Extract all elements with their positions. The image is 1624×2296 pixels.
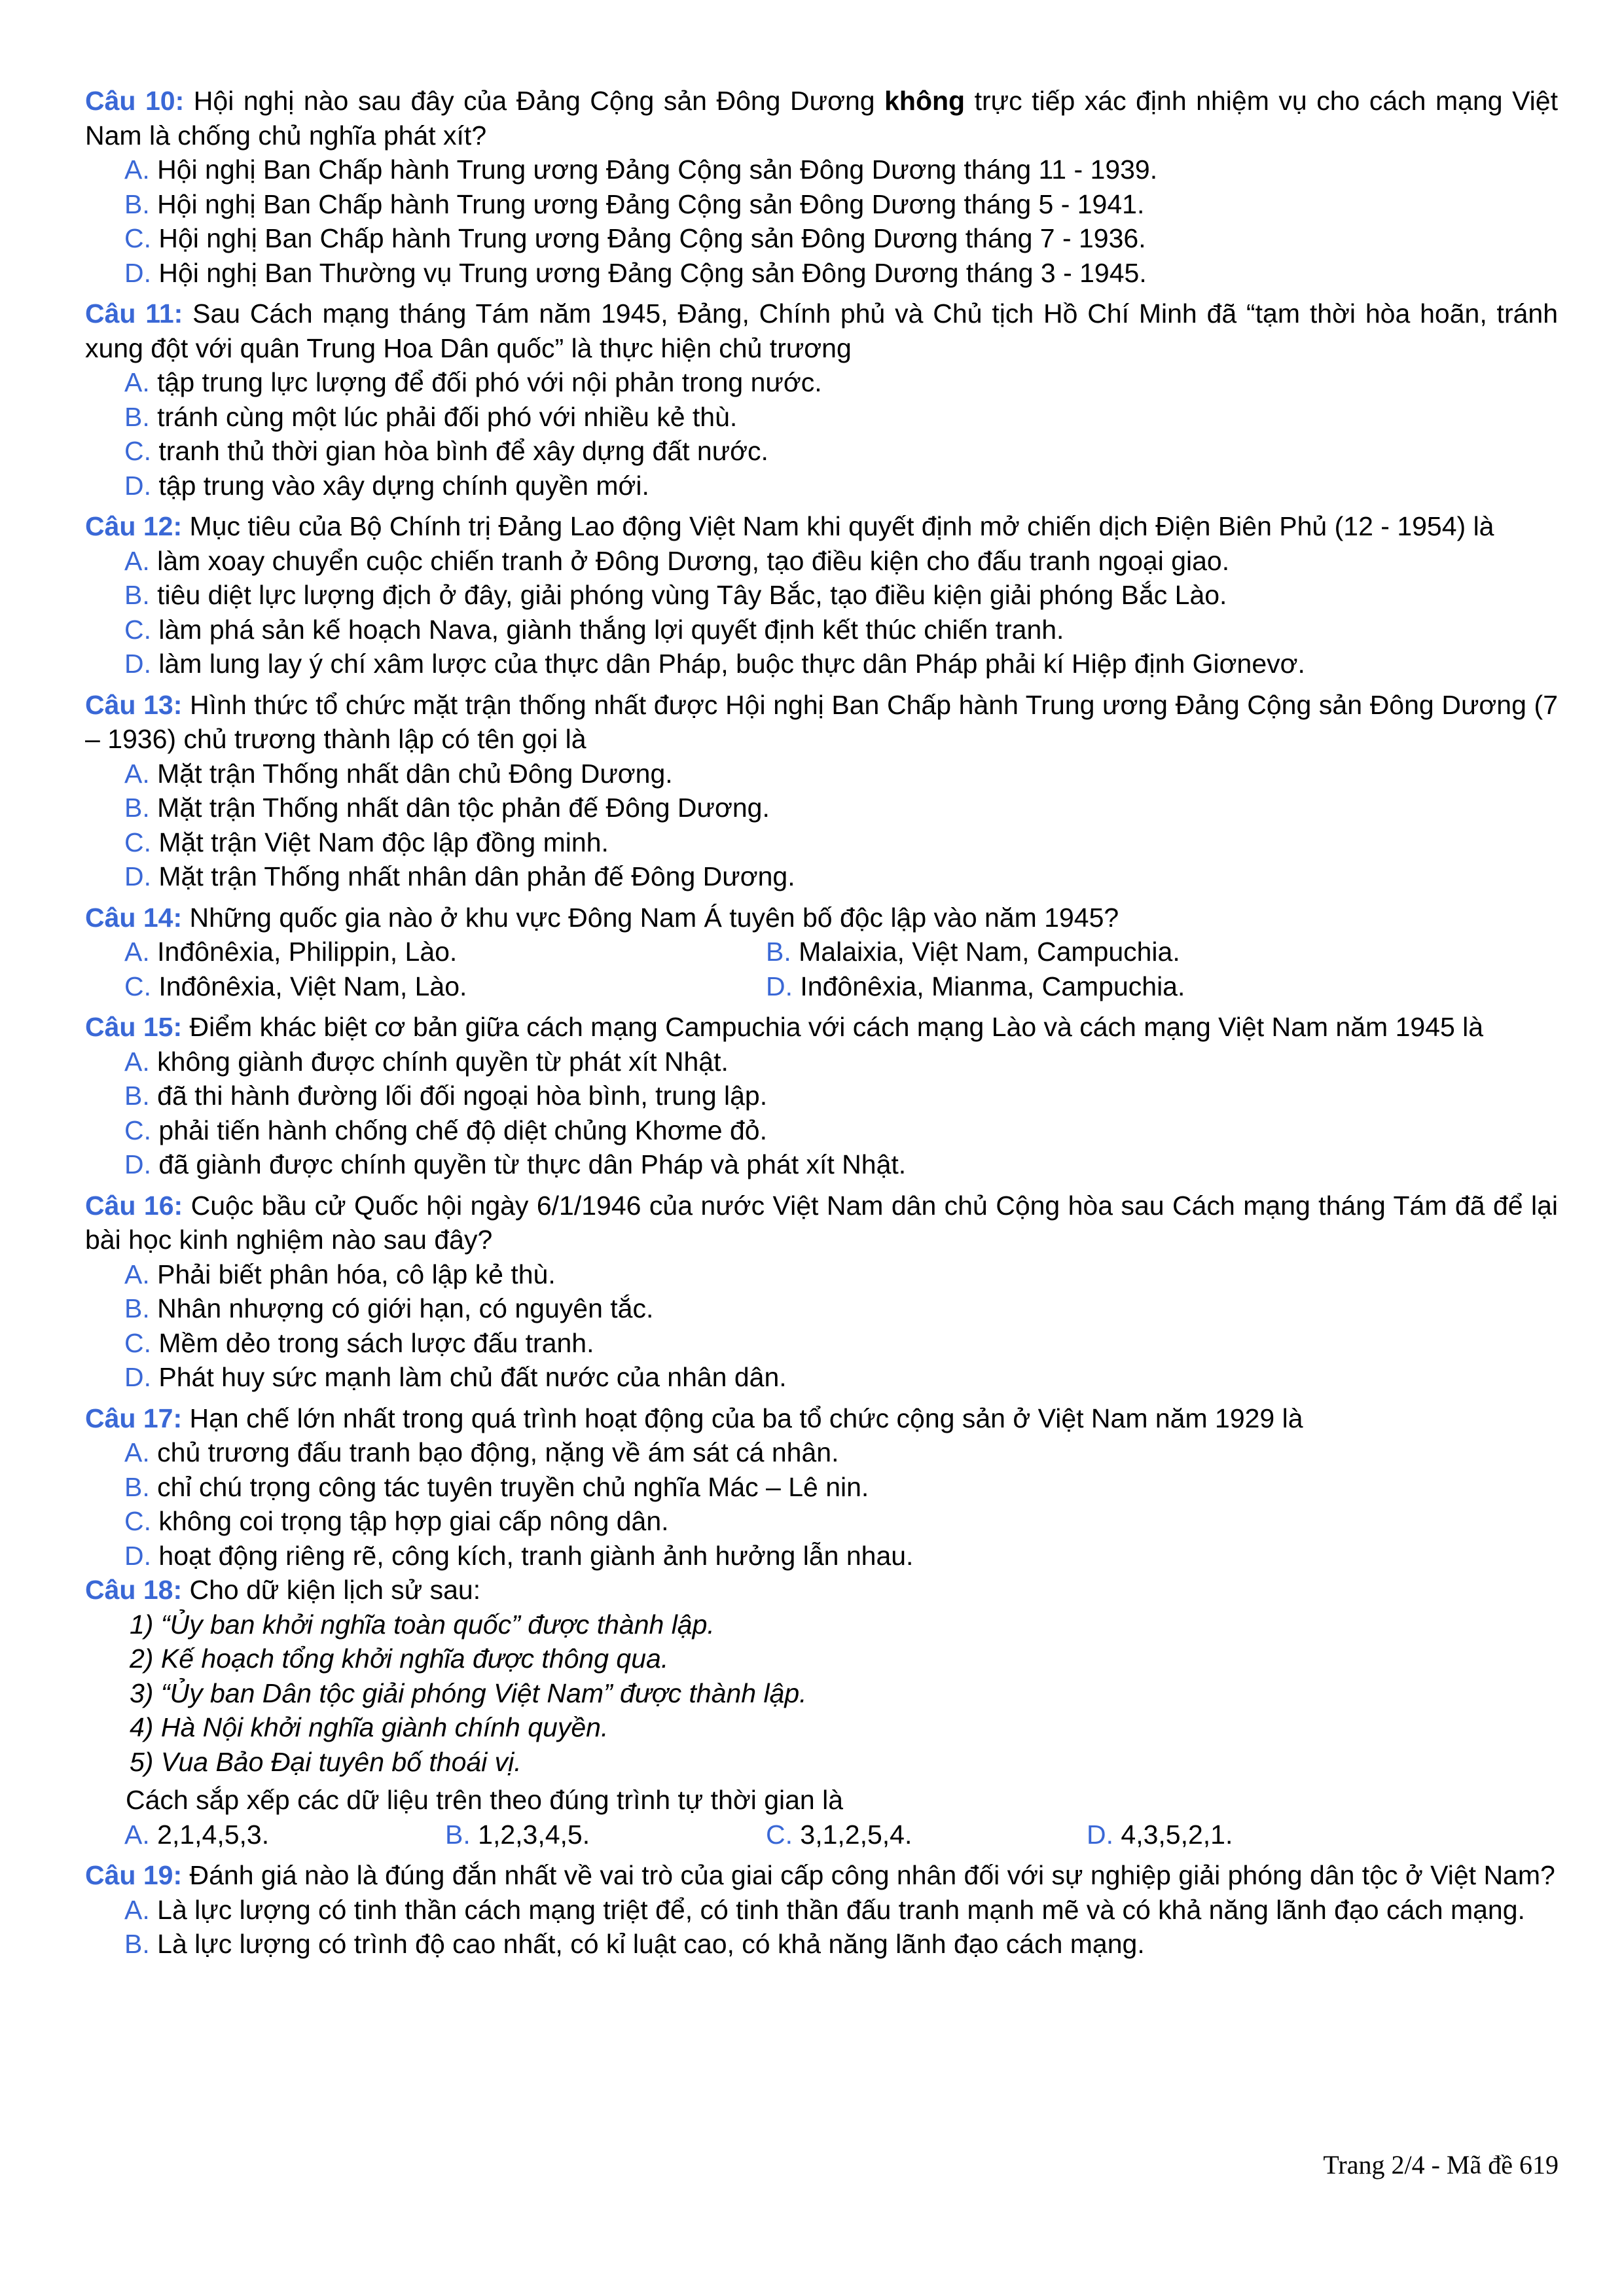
question-stem: Câu 17: Hạn chế lớn nhất trong quá trình hoạt động của ba tổ chức cộng sản ở Việt Nam năm 1929 là [85, 1403, 1303, 1433]
question-14 [85, 901, 1558, 1004]
page-footer: Trang 2/4 - Mã đề 619 [1323, 2150, 1559, 2179]
option-d: D. Phát huy sức mạnh làm chủ đất nước của nhân dân. [124, 1362, 787, 1392]
option-d: D. Mặt trận Thống nhất nhân dân phản đế Đông Dương. [124, 861, 795, 891]
question-stem: Câu 10: Hội nghị nào sau đây của Đảng Cộng sản Đông Dương không trực tiếp xác định nhiệm vụ cho cách mạng Việt Nam là chống chủ nghĩa phát xít? [85, 86, 1558, 151]
event-item: 4) Hà Nội khởi nghĩa giành chính quyền. [130, 1712, 609, 1742]
option-b: B. Nhân nhượng có giới hạn, có nguyên tắc. [124, 1293, 654, 1323]
question-12 [85, 509, 1558, 681]
option-d: D. tập trung vào xây dựng chính quyền mới. [124, 470, 649, 501]
option-c: C. Mặt trận Việt Nam độc lập đồng minh. [124, 827, 609, 857]
question-16 [85, 1189, 1558, 1395]
question-19 [85, 1858, 1558, 1962]
question-number: Câu 15: [85, 1012, 183, 1042]
question-number: Câu 18: [85, 1575, 183, 1605]
option-d: D. đã giành được chính quyền từ thực dân Pháp và phát xít Nhật. [124, 1149, 907, 1179]
question-list [85, 84, 1558, 1962]
question-18 [85, 1573, 1558, 1852]
option-a: A. 2,1,4,5,3. [124, 1819, 270, 1850]
option-d: D. Inđônêxia, Mianma, Campuchia. [766, 971, 1185, 1001]
emphasis-text: không [884, 86, 965, 116]
option-b: B. chỉ chú trọng công tác tuyên truyền chủ nghĩa Mác – Lê nin. [124, 1471, 869, 1502]
question-15 [85, 1010, 1558, 1182]
event-item: 1) “Ủy ban khởi nghĩa toàn quốc” được thành lập. [130, 1609, 715, 1640]
option-c: C. Hội nghị Ban Chấp hành Trung ương Đảng Cộng sản Đông Dương tháng 7 - 1936. [124, 223, 1146, 253]
option-b: B. đã thi hành đường lối đối ngoại hòa bình, trung lập. [124, 1081, 768, 1111]
option-row [85, 969, 1558, 1004]
question-instruction: Cách sắp xếp các dữ liệu trên theo đúng trình tự thời gian là [126, 1785, 844, 1815]
option-b: B. Malaixia, Việt Nam, Campuchia. [766, 937, 1180, 967]
option-c: C. không coi trọng tập hợp giai cấp nông dân. [124, 1506, 669, 1536]
question-stem: Câu 16: Cuộc bầu cử Quốc hội ngày 6/1/1946 của nước Việt Nam dân chủ Cộng hòa sau Cách mạng tháng Tám đã để lại bài học kinh nghiệm nào sau đây? [85, 1190, 1559, 1255]
question-stem: Câu 14: Những quốc gia nào ở khu vực Đông Nam Á tuyên bố độc lập vào năm 1945? [85, 902, 1119, 933]
option-row [85, 1818, 1558, 1852]
option-a: A. Hội nghị Ban Chấp hành Trung ương Đảng Cộng sản Đông Dương tháng 11 - 1939. [124, 154, 1158, 185]
option-c: C. làm phá sản kế hoạch Nava, giành thắng lợi quyết định kết thúc chiến tranh. [124, 614, 1064, 645]
question-number: Câu 10: [85, 86, 185, 116]
event-item: 3) “Ủy ban Dân tộc giải phóng Việt Nam” được thành lập. [130, 1677, 807, 1708]
question-stem: Câu 13: Hình thức tổ chức mặt trận thống nhất được Hội nghị Ban Chấp hành Trung ương Đảng Cộng sản Đông Dương (7 – 1936) chủ trương thành lập có tên gọi là [85, 689, 1559, 754]
question-13 [85, 688, 1558, 894]
option-c: C. phải tiến hành chống chế độ diệt chủng Khơme đỏ. [124, 1115, 767, 1145]
event-item: 5) Vua Bảo Đại tuyên bố thoái vị. [130, 1746, 522, 1777]
option-a: A. làm xoay chuyển cuộc chiến tranh ở Đông Dương, tạo điều kiện cho đấu tranh ngoại giao. [124, 545, 1230, 576]
option-b: B. tránh cùng một lúc phải đối phó với nhiều kẻ thù. [124, 401, 738, 432]
question-17 [85, 1401, 1558, 1573]
option-b: B. Hội nghị Ban Chấp hành Trung ương Đảng Cộng sản Đông Dương tháng 5 - 1941. [124, 188, 1145, 219]
question-number: Câu 12: [85, 511, 183, 541]
option-row [85, 935, 1558, 969]
question-stem: Câu 19: Đánh giá nào là đúng đắn nhất về vai trò của giai cấp công nhân đối với sự nghiệp giải phóng dân tộc ở Việt Nam? [85, 1860, 1555, 1890]
event-item: 2) Kế hoạch tổng khởi nghĩa được thông qua. [130, 1643, 669, 1674]
option-a: A. tập trung lực lượng để đối phó với nội phản trong nước. [124, 367, 822, 397]
question-stem: Câu 18: Cho dữ kiện lịch sử sau: [85, 1575, 481, 1605]
option-d: D. làm lung lay ý chí xâm lược của thực dân Pháp, buộc thực dân Pháp phải kí Hiệp định Giơnevơ. [124, 649, 1305, 679]
question-11 [85, 296, 1558, 503]
option-b: B. Mặt trận Thống nhất dân tộc phản đế Đông Dương. [124, 793, 770, 823]
option-a: A. Phải biết phân hóa, cô lập kẻ thù. [124, 1259, 556, 1289]
question-number: Câu 11: [85, 298, 183, 329]
option-b: B. Là lực lượng có trình độ cao nhất, có kỉ luật cao, có khả năng lãnh đạo cách mạng. [124, 1929, 1145, 1959]
option-d: D. hoạt động riêng rẽ, công kích, tranh giành ảnh hưởng lẫn nhau. [124, 1540, 914, 1571]
question-number: Câu 16: [85, 1190, 183, 1221]
option-c: C. Inđônêxia, Việt Nam, Lào. [124, 971, 467, 1001]
option-c: C. Mềm dẻo trong sách lược đấu tranh. [124, 1327, 594, 1358]
option-a: A. chủ trương đấu tranh bạo động, nặng về ám sát cá nhân. [124, 1437, 839, 1467]
question-number: Câu 19: [85, 1860, 183, 1890]
question-stem: Câu 12: Mục tiêu của Bộ Chính trị Đảng Lao động Việt Nam khi quyết định mở chiến dịch Điện Biên Phủ (12 - 1954) là [85, 511, 1494, 541]
question-number: Câu 17: [85, 1403, 183, 1433]
option-a: A. Là lực lượng có tinh thần cách mạng triệt để, có tinh thần đấu tranh mạnh mẽ và có khả năng lãnh đạo cách mạng. [124, 1894, 1525, 1925]
question-10 [85, 84, 1558, 290]
question-stem: Câu 15: Điểm khác biệt cơ bản giữa cách mạng Campuchia với cách mạng Lào và cách mạng Việt Nam năm 1945 là [85, 1012, 1484, 1042]
option-a: A. Inđônêxia, Philippin, Lào. [124, 937, 458, 967]
option-c: C. 3,1,2,5,4. [766, 1819, 912, 1850]
option-b: B. tiêu diệt lực lượng địch ở đây, giải phóng vùng Tây Bắc, tạo điều kiện giải phóng Bắc Lào. [124, 580, 1227, 610]
option-d: D. Hội nghị Ban Thường vụ Trung ương Đảng Cộng sản Đông Dương tháng 3 - 1945. [124, 257, 1147, 288]
question-stem: Câu 11: Sau Cách mạng tháng Tám năm 1945, Đảng, Chính phủ và Chủ tịch Hồ Chí Minh đã “tạm thời hòa hoãn, tránh xung đột với quân Trung Hoa Dân quốc” là thực hiện chủ trương [85, 298, 1559, 363]
option-d: D. 4,3,5,2,1. [1087, 1819, 1233, 1850]
question-number: Câu 14: [85, 902, 183, 933]
option-b: B. 1,2,3,4,5. [445, 1819, 590, 1850]
question-number: Câu 13: [85, 689, 183, 720]
option-c: C. tranh thủ thời gian hòa bình để xây dựng đất nước. [124, 436, 768, 466]
option-a: A. không giành được chính quyền từ phát xít Nhật. [124, 1046, 729, 1077]
option-a: A. Mặt trận Thống nhất dân chủ Đông Dương. [124, 758, 673, 789]
